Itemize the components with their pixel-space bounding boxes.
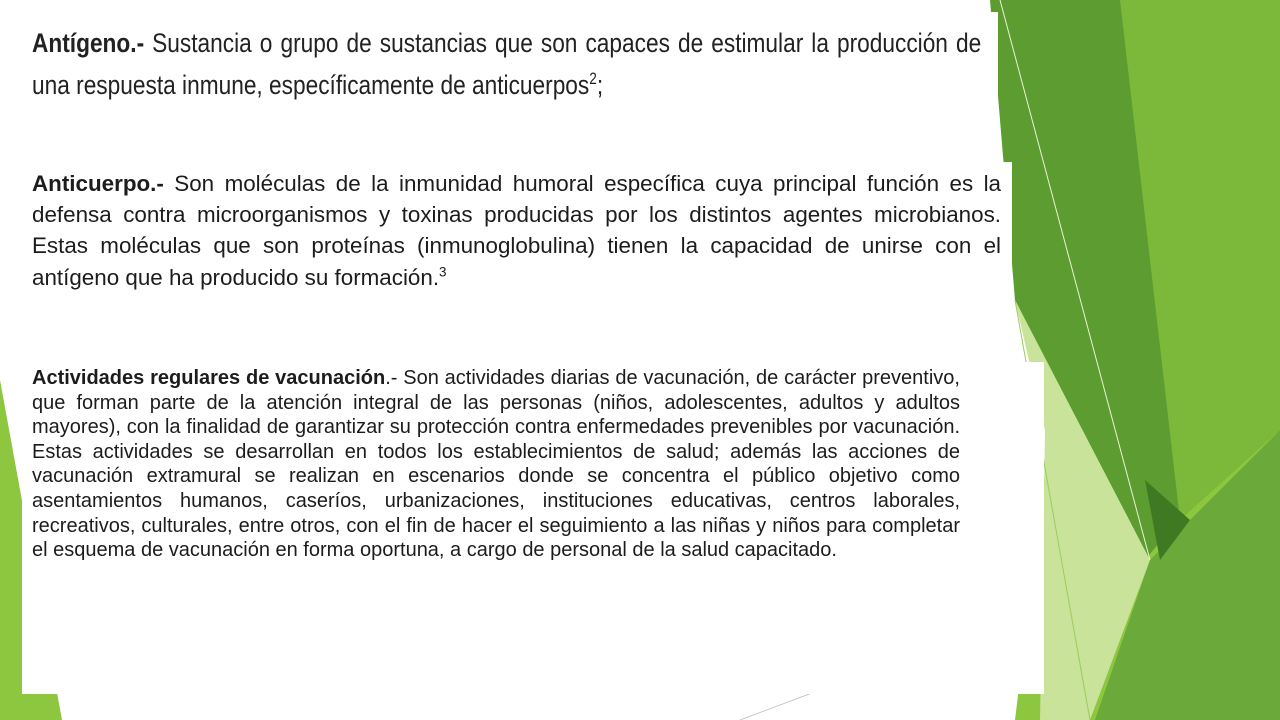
footnote-ref-2: 2 [589, 70, 597, 88]
definition-antigeno-text: Sustancia o grupo de sustancias que son capaces de estimular la producción de una respuesta inmune, específicamente de anticuerpos [32, 28, 982, 100]
footnote-ref-3: 3 [439, 264, 447, 280]
term-antigeno: Antígeno.- [32, 28, 145, 58]
definition-actividades [32, 366, 960, 563]
definition-anticuerpo [32, 168, 1001, 293]
term-actividades: Actividades regulares de vacunación [32, 367, 386, 389]
definition-antigeno-suffix: ; [596, 70, 604, 100]
definition-antigeno [32, 22, 981, 106]
definition-actividades-text: .- Son actividades diarias de vacunación, de carácter preventivo, que forman parte de la atención integral de las personas (niños, adolescentes, adultos y adultos mayores), con la finalidad de garantizar su protección contra enfermedades prevenibles por vacunación. Estas actividades se desarrollan en todos los establecimientos de salud; además las acciones de vacunación extramural se realizan en escenarios donde se concentra el público objetivo como asentamientos humanos, caseríos, urbanizaciones, instituciones educativas, centros laborales, recreativos, culturales, entre otros, con el fin de hacer el seguimiento a las niñas y niños para completar el esquema de vacunación en forma oportuna, a cargo de personal de la salud capacitado. [32, 367, 960, 562]
definition-anticuerpo-text: Son moléculas de la inmunidad humoral específica cuya principal función es la defensa contra microorganismos y toxinas producidas por los distintos agentes microbianos. Estas moléculas que son proteínas (inmunoglobulina) tienen la capacidad de unirse con el antígeno que ha producido su formación. [32, 171, 1001, 290]
term-anticuerpo: Anticuerpo.- [32, 171, 164, 196]
facet-line-3 [740, 690, 820, 720]
